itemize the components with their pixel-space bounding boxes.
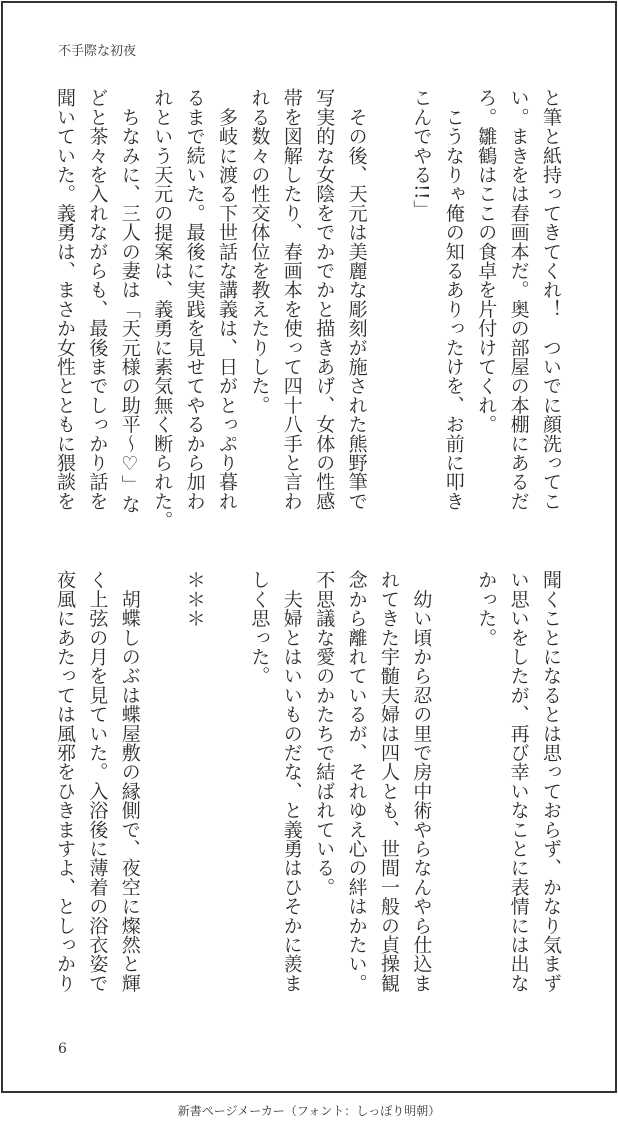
upper-block-column: 多岐に渡る下世話な講義は、日がとっぷり暮れ	[216, 88, 238, 511]
lower-block-column: 夜風にあたっては風邪をひきますよ、としっかり	[54, 570, 76, 993]
upper-block-column: どと茶々を入れながらも、最後までしっかり話を	[86, 88, 109, 511]
lower-block-column: 幼い頃から忍の里で房中術やらなんやら仕込ま	[410, 570, 433, 993]
upper-block-column: 帯を図解したり、春画本を使って四十八手と言わ	[280, 88, 303, 511]
lower-block-column: 夫婦とはいいものだな、と義勇はひそかに羨ま	[280, 570, 303, 993]
upper-block-column: こうなりゃ俺の知るありったけを、お前に叩き	[442, 88, 465, 511]
upper-block-column: その後、天元は美麗な彫刻が施された熊野筆で	[345, 88, 368, 511]
upper-block-column: るまで続いた。最後に実践を見せてやるから加わ	[183, 88, 206, 511]
upper-block-column: い。まきをは春画本だ。奥の部屋の本棚にあるだ	[507, 88, 530, 511]
lower-block-column: 胡蝶しのぶは蝶屋敷の縁側で、夜空に燦然と輝	[118, 570, 141, 993]
upper-block-column: ろ。雛鶴はここの食卓を片付けてくれ。	[475, 88, 498, 434]
lower-block-column: い思いをしたが、再び幸いなことに表情には出な	[507, 570, 530, 993]
running-title: 不手際な初夜	[58, 44, 137, 59]
lower-block-column: 念から離れているが、それゆえ心の絆はかたい。	[345, 570, 368, 993]
upper-block-column: 聞いていた。義勇は、まさか女性とともに猥談を	[54, 88, 76, 511]
upper-block-column: こんでやる!!」	[410, 88, 433, 219]
page-number: 6	[58, 1041, 67, 1057]
upper-block-column: 写実的な女陰をでかでかと描きあげ、女体の性感	[313, 88, 336, 511]
upper-block-column: ちなみに、三人の妻は「天元様の助平〜♡」な	[118, 88, 141, 514]
upper-block-column: れという天元の提案は、義勇に素気無く断られた。	[151, 88, 174, 530]
lower-block-column: ＊＊＊	[183, 570, 206, 628]
lower-block-column: かった。	[475, 570, 498, 647]
upper-block-column: れる数々の性交体位を教えたりした。	[248, 88, 271, 415]
book-page	[1, 1, 617, 1093]
lower-block-column: 聞くことになるとは思っておらず、かなり気まず	[540, 570, 562, 993]
lower-block-column: しく思った。	[248, 570, 271, 686]
lower-block-column: 不思議な愛のかたちで結ばれている。	[313, 570, 336, 897]
upper-block-column: と筆と紙持ってきてくれ！ ついでに顔洗ってこ	[540, 88, 562, 511]
lower-block-column: れてきた宇髄夫婦は四人とも、世間一般の貞操観	[378, 570, 400, 993]
lower-block-column: く上弦の月を見ていた。入浴後に薄着の浴衣姿で	[86, 570, 109, 993]
footer-caption: 新書ページメーカー（フォント：しっぽり明朝）	[177, 1104, 441, 1118]
